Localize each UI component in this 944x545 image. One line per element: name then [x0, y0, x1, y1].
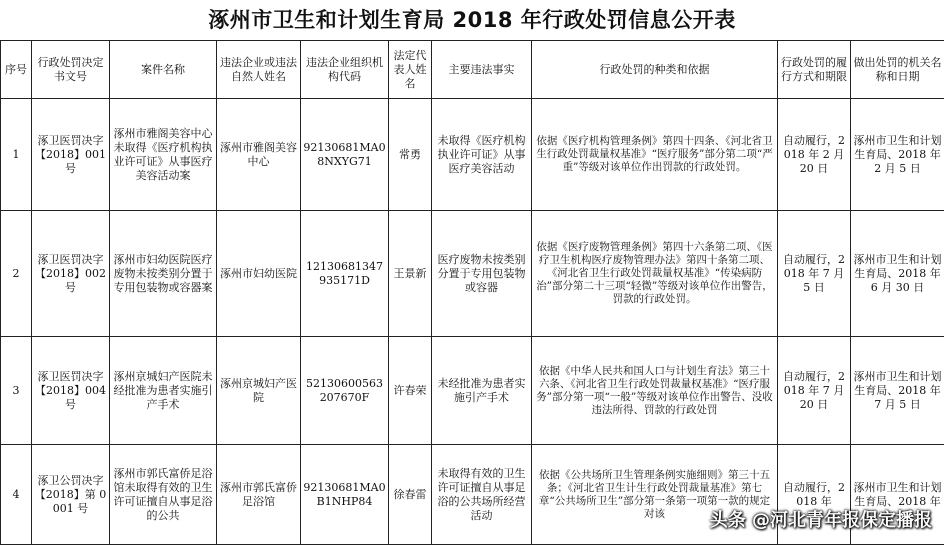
header-cell-perform: 行政处罚的履行方式和期限 [778, 41, 851, 99]
cell-doc: 涿卫医罚决字【2018】002 号 [32, 211, 110, 337]
header-cell-rep: 法定代表人姓名 [389, 41, 432, 99]
cell-fact: 未取得《医疗机构执业许可证》从事医疗美容活动 [432, 99, 532, 211]
cell-fact: 医疗废物未按类别分置于专用包装物或容器 [432, 211, 532, 337]
cell-perform: 自动履行，2018 年 7 月 5 日 [778, 211, 851, 337]
cell-no: 1 [1, 99, 32, 211]
cell-code: 52130600563207670F [301, 337, 389, 445]
cell-code: 92130681MA08NXYG71 [301, 99, 389, 211]
cell-basis: 依据《公共场所卫生管理条例实施细则》第三十五条；《河北省卫生计生行政处罚裁量基准》第七章“公共场所卫生”部分第一条第一项第一款的规定对该 [532, 445, 778, 545]
header-cell-case: 案件名称 [110, 41, 217, 99]
cell-basis: 依据《医疗机构管理条例》第四十四条、《河北省卫生行政处罚裁量权基准》“医疗服务”部分第二项“严重”等级对该单位作出罚款的行政处罚。 [532, 99, 778, 211]
cell-org: 涿州市卫生和计划生育局、2018 年 6 月 30 日 [851, 211, 944, 337]
cell-code: 12130681347935171D [301, 211, 389, 337]
penalty-table [0, 40, 944, 545]
cell-rep: 常勇 [389, 99, 432, 211]
table-row [1, 99, 944, 211]
cell-party: 涿州京城妇产医院 [217, 337, 301, 445]
cell-org: 涿州市卫生和计划生育局、2018 年 2 月 5 日 [851, 99, 944, 211]
cell-party: 涿州市雅阁美容中心 [217, 99, 301, 211]
cell-case: 涿州市雅阁美容中心未取得《医疗机构执业许可证》从事医疗美容活动案 [110, 99, 217, 211]
header-cell-fact: 主要违法事实 [432, 41, 532, 99]
header-cell-no: 序号 [1, 41, 32, 99]
cell-perform: 自动履行，2018 年 7 月 20 日 [778, 337, 851, 445]
cell-case: 涿州市郭氏富侨足浴馆未取得有效的卫生许可证擅自从事足浴的公共 [110, 445, 217, 545]
cell-basis: 依据《医疗废物管理条例》第四十六条第二项、《医疗卫生机构医疗废物管理办法》第四十条第二项、《河北省卫生行政处罚裁量权基准》“传染病防治”部分第二十三项“轻微”等级对该单位作出警告，罚款的行政处罚。 [532, 211, 778, 337]
table-header-row [1, 41, 944, 99]
header-cell-basis: 行政处罚的种类和依据 [532, 41, 778, 99]
cell-rep: 许春荣 [389, 337, 432, 445]
cell-no: 3 [1, 337, 32, 445]
cell-perform: 自动履行，2018 年 2 月 20 日 [778, 99, 851, 211]
cell-rep: 王景新 [389, 211, 432, 337]
cell-basis: 依据《中华人民共和国人口与计划生育法》第三十六条、《河北省卫生行政处罚裁量权基准》“医疗服务”部分第一项“一般”等级对该单位作出警告、没收违法所得、罚款的行政处罚 [532, 337, 778, 445]
cell-doc: 涿卫公罚决字【2018】第 0001 号 [32, 445, 110, 545]
cell-org: 涿州市卫生和计划生育局、2018 年 [851, 445, 944, 545]
cell-fact: 未经批准为患者实施引产手术 [432, 337, 532, 445]
cell-rep: 徐春雷 [389, 445, 432, 545]
header-cell-party: 违法企业或违法自然人姓名 [217, 41, 301, 99]
cell-org: 涿州市卫生和计划生育局、2018 年 7 月 5 日 [851, 337, 944, 445]
header-cell-code: 违法企业组织机构代码 [301, 41, 389, 99]
cell-no: 4 [1, 445, 32, 545]
watermark-text: 头条 @河北青年报保定播报 [710, 506, 932, 532]
cell-case: 涿州市妇幼医院医疗废物未按类别分置于专用包装物或容器案 [110, 211, 217, 337]
cell-code: 92130681MA0B1NHP84 [301, 445, 389, 545]
cell-doc: 涿卫医罚决字【2018】004 号 [32, 337, 110, 445]
header-cell-org: 做出处罚的机关名称和日期 [851, 41, 944, 99]
header-cell-doc: 行政处罚决定书文号 [32, 41, 110, 99]
table-row [1, 211, 944, 337]
cell-fact: 未取得有效的卫生许可证擅自从事足浴的公共场所经营活动 [432, 445, 532, 545]
cell-perform: 自动履行，2018 年 [778, 445, 851, 545]
cell-party: 涿州市妇幼医院 [217, 211, 301, 337]
cell-case: 涿州京城妇产医院未经批准为患者实施引产手术 [110, 337, 217, 445]
cell-no: 2 [1, 211, 32, 337]
cell-party: 涿州市郭氏富侨足浴馆 [217, 445, 301, 545]
cell-doc: 涿卫医罚决字【2018】001 号 [32, 99, 110, 211]
table-row [1, 337, 944, 445]
page-title: 涿州市卫生和计划生育局 2018 年行政处罚信息公开表 [0, 0, 944, 40]
